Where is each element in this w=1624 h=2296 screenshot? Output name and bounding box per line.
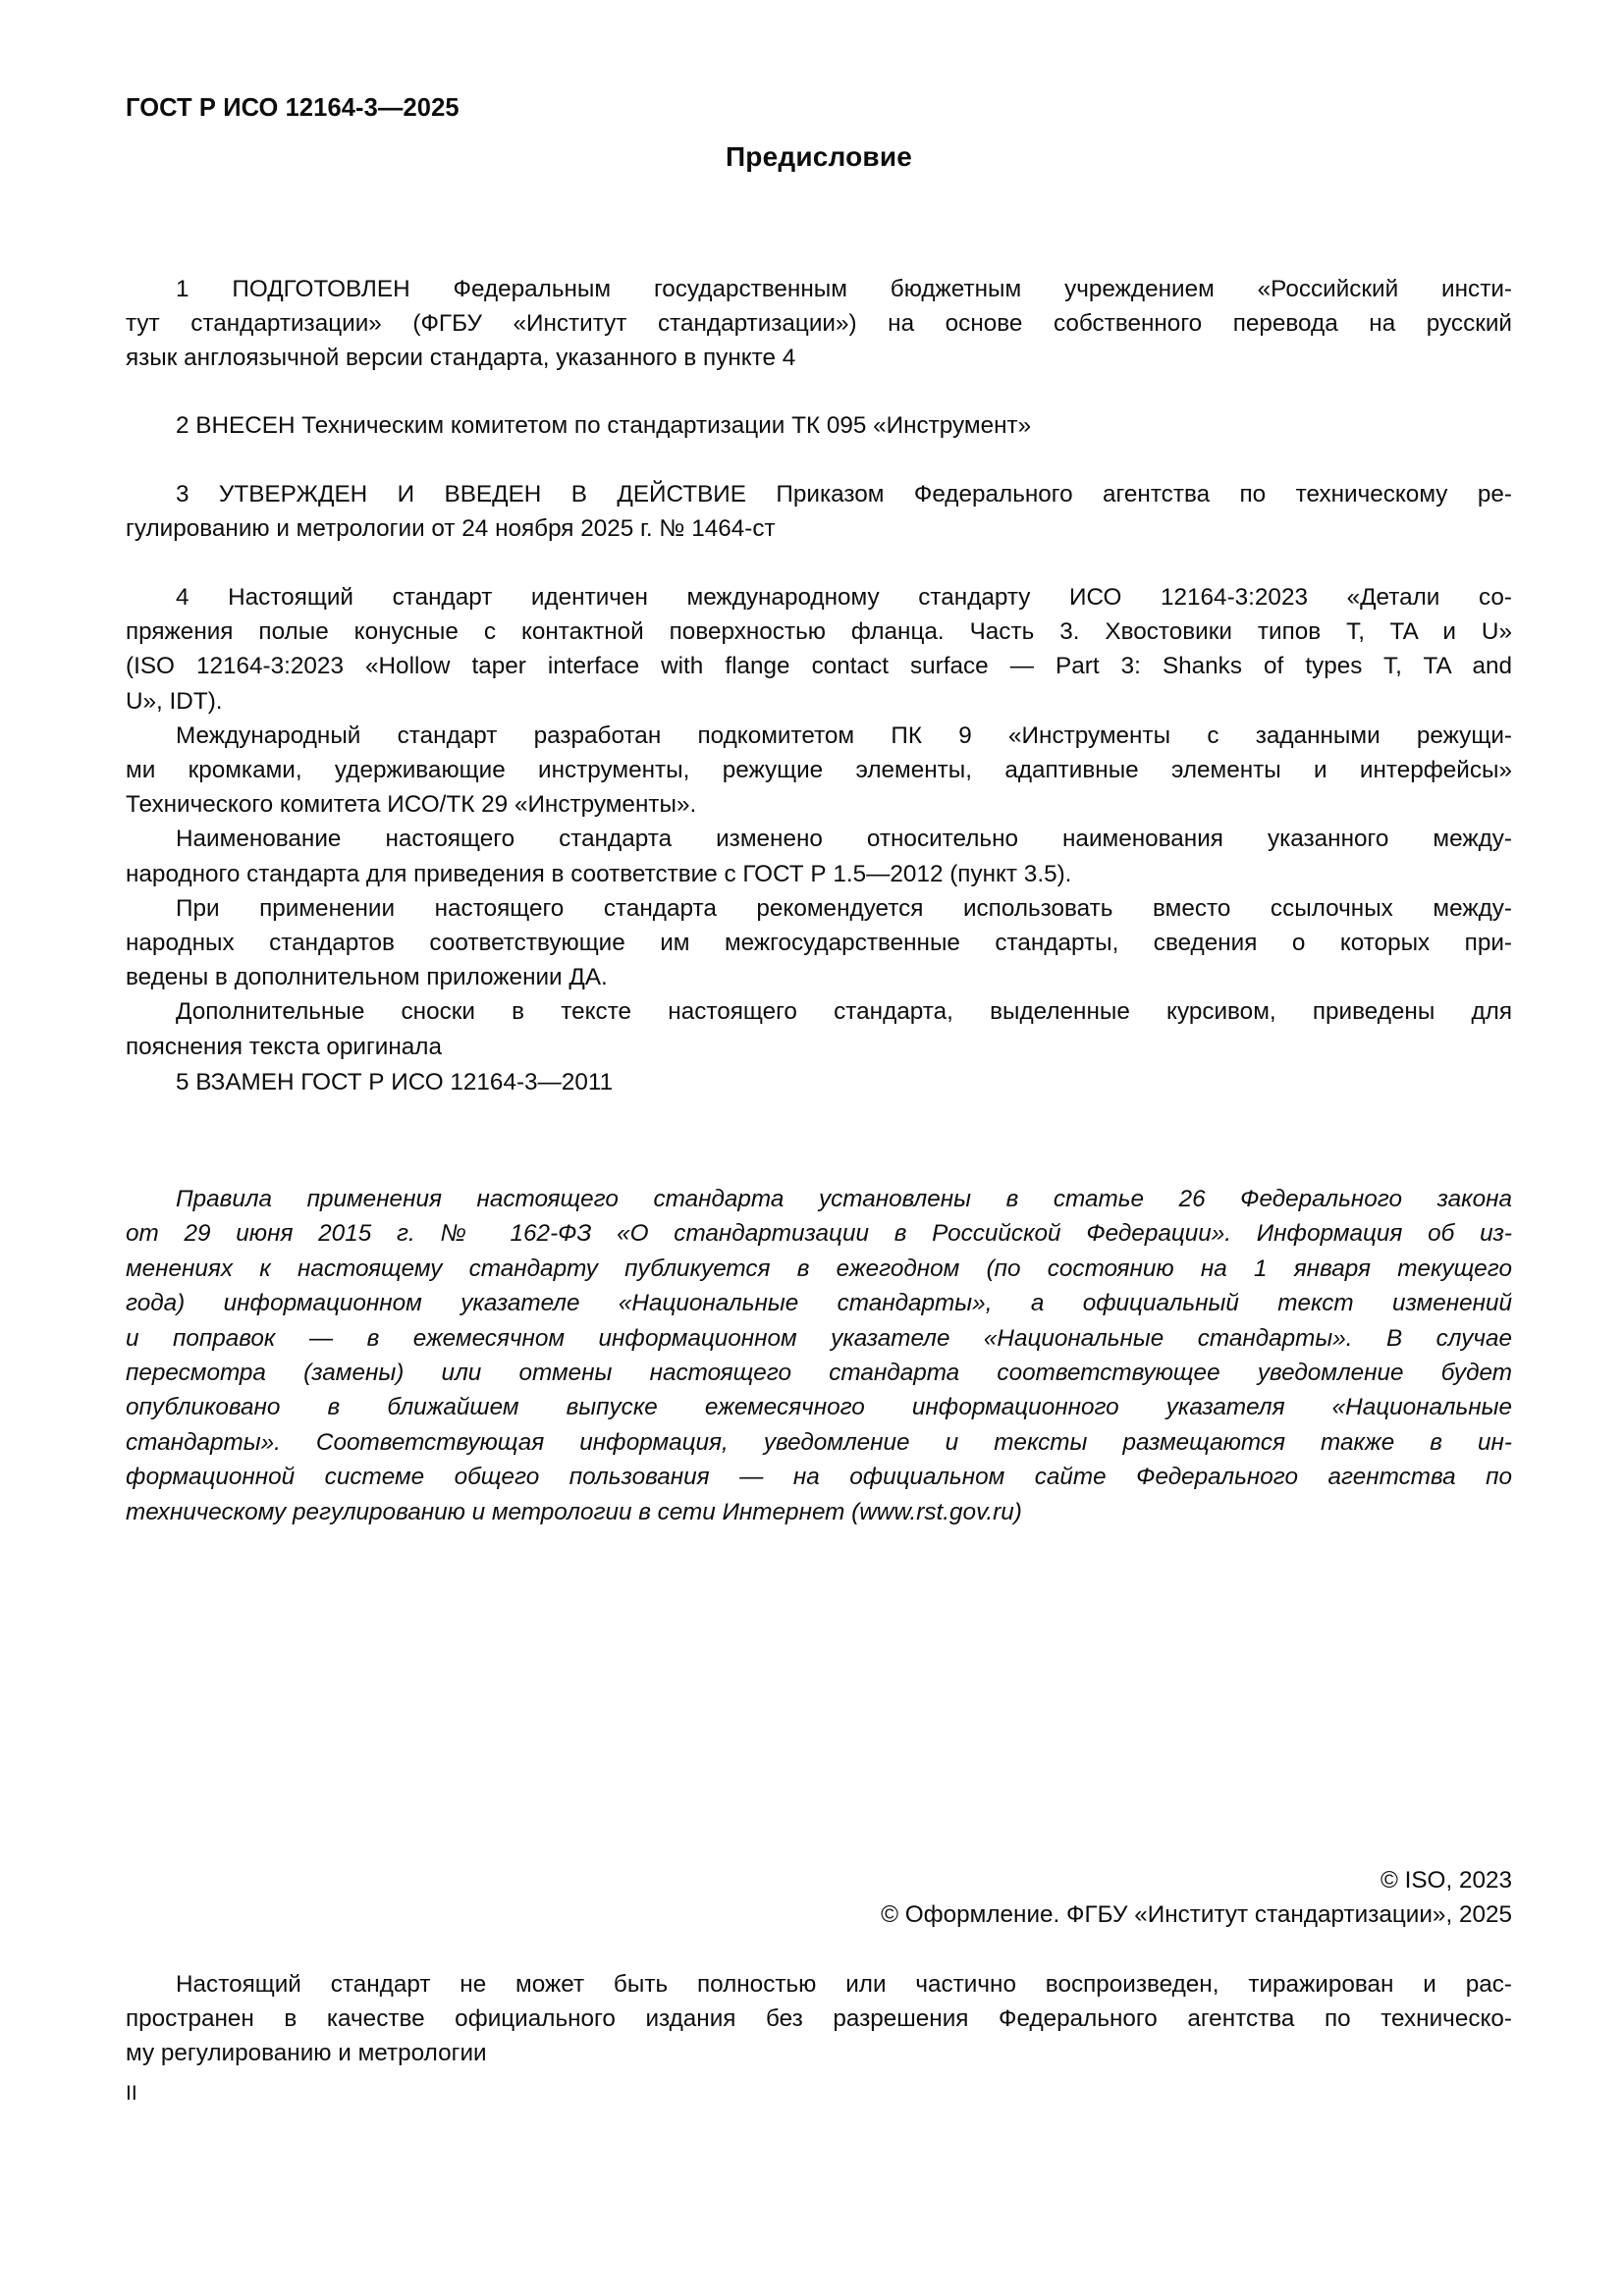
foreword-item-4-line-4: U», IDT).	[126, 687, 223, 715]
foreword-item-1-line-1: 1 ПОДГОТОВЛЕН Федеральным государственным бюджетным учреждением «Российский инсти-	[176, 276, 1512, 302]
foreword-item-2	[126, 408, 1512, 443]
foreword-item-5-line-1: 5 ВЗАМЕН ГОСТ Р ИСО 12164-3—2011	[176, 1069, 614, 1095]
reproduction-note-line-1: Настоящий стандарт не может быть полностью или частично воспроизведен, тиражирован и рас-	[176, 1971, 1512, 1998]
page-title: Предисловие	[725, 141, 913, 172]
foreword-item-3-line-2: гулированию и метрологии от 24 ноября 2025 г. № 1464-ст	[126, 515, 776, 543]
running-header: ГОСТ Р ИСО 12164-3—2025	[126, 94, 460, 122]
foreword-item-4-para-3-line-1: Наименование настоящего стандарта изменено относительно наименования указанного между-	[176, 826, 1512, 853]
reproduction-note-line-3: му регулированию и метрологии	[126, 2040, 487, 2067]
notice-line-5: и поправок — в ежемесячном информационном указателе «Национальные стандарты». В случае	[126, 1324, 1512, 1352]
foreword-item-4-para-2-line-2: ми кромками, удерживающие инструменты, режущие элементы, адаптивные элементы и интерфейсы»	[126, 757, 1512, 784]
reproduction-note-line-2: пространен в качестве официального издания без разрешения Федерального агентства по техническо-	[126, 2005, 1512, 2033]
foreword-item-4-para-2-line-3: Технического комитета ИСО/ТК 29 «Инструменты».	[126, 791, 697, 819]
notice-line-2: от 29 июня 2015 г. № 162-ФЗ «О стандартизации в Российской Федерации». Информация об из-	[126, 1220, 1512, 1248]
foreword-item-4-para-3-line-2: народного стандарта для приведения в соответствие с ГОСТ Р 1.5—2012 (пункт 3.5).	[126, 860, 1072, 887]
page-number: II	[126, 2082, 137, 2105]
foreword-item-4-para-4-line-3: ведены в дополнительном приложении ДА.	[126, 964, 608, 991]
copyright-block	[126, 1863, 1512, 1932]
notice-line-9: формационной системе общего пользования — на официальном сайте Федерального агентства по	[126, 1464, 1512, 1491]
copyright-iso: © ISO, 2023	[1380, 1867, 1512, 1894]
application-rules-notice	[126, 1182, 1512, 1529]
notice-line-3: менениях к настоящему стандарту публикуется в ежегодном (по состоянию на 1 января текущего	[126, 1255, 1512, 1282]
foreword-item-5	[126, 1065, 1512, 1099]
foreword-item-4-para-5-line-2: пояснения текста оригинала	[126, 1033, 442, 1060]
notice-line-6: пересмотра (замены) или отмены настоящего стандарта соответствующее уведомление будет	[126, 1360, 1512, 1387]
foreword-item-4-line-3: (ISO 12164-3:2023 «Hollow taper interface with flange contact surface — Part 3: Shanks of types T, TA and	[126, 653, 1512, 680]
foreword-item-2-line-1: 2 ВНЕСЕН Техническим комитетом по стандартизации ТК 095 «Инструмент»	[176, 412, 1032, 439]
foreword-item-4-para-5-line-1: Дополнительные сноски в тексте настоящего стандарта, выделенные курсивом, приведены для	[176, 998, 1512, 1026]
foreword-item-4-line-2: пряжения полые конусные с контактной поверхностью фланца. Часть 3. Хвостовики типов T, TA и U»	[126, 618, 1512, 646]
notice-line-1: Правила применения настоящего стандарта установлены в статье 26 Федерального закона	[176, 1186, 1512, 1212]
notice-line-10: техническому регулированию и метрологии в сети Интернет (www.rst.gov.ru)	[126, 1498, 1022, 1525]
copyright-design: © Оформление. ФГБУ «Институт стандартизации», 2025	[881, 1901, 1512, 1929]
foreword-item-4-para-2-line-1: Международный стандарт разработан подкомитетом ПК 9 «Инструменты с заданными режущи-	[176, 721, 1512, 749]
notice-line-8: стандарты». Соответствующая информация, уведомление и тексты размещаются также в ин-	[126, 1428, 1512, 1456]
foreword-item-4-line-1: 4 Настоящий стандарт идентичен международному стандарту ИСО 12164-3:2023 «Детали со-	[176, 584, 1512, 611]
foreword-item-1-line-2: тут стандартизации» (ФГБУ «Институт стандартизации») на основе собственного перевода на русский	[126, 310, 1512, 338]
foreword-item-3	[126, 477, 1512, 546]
foreword-item-3-line-1: 3 УТВЕРЖДЕН И ВВЕДЕН В ДЕЙСТВИЕ Приказом Федерального агентства по техническому ре-	[176, 481, 1512, 507]
foreword-item-4	[126, 580, 1512, 1064]
notice-line-4: года) информационном указателе «Национальные стандарты», а официальный текст изменений	[126, 1290, 1512, 1317]
reproduction-note	[126, 1967, 1512, 2071]
notice-line-7: опубликовано в ближайшем выпуске ежемесячного информационного указателя «Национальные	[126, 1394, 1512, 1421]
foreword-item-1	[126, 272, 1512, 376]
foreword-item-1-line-3: язык англоязычной версии стандарта, указанного в пункте 4	[126, 345, 796, 372]
foreword-item-4-para-4-line-1: При применении настоящего стандарта рекомендуется использовать вместо ссылочных между-	[176, 894, 1512, 922]
foreword-item-4-para-4-line-2: народных стандартов соответствующие им межгосударственные стандарты, сведения о которых при-	[126, 930, 1512, 957]
